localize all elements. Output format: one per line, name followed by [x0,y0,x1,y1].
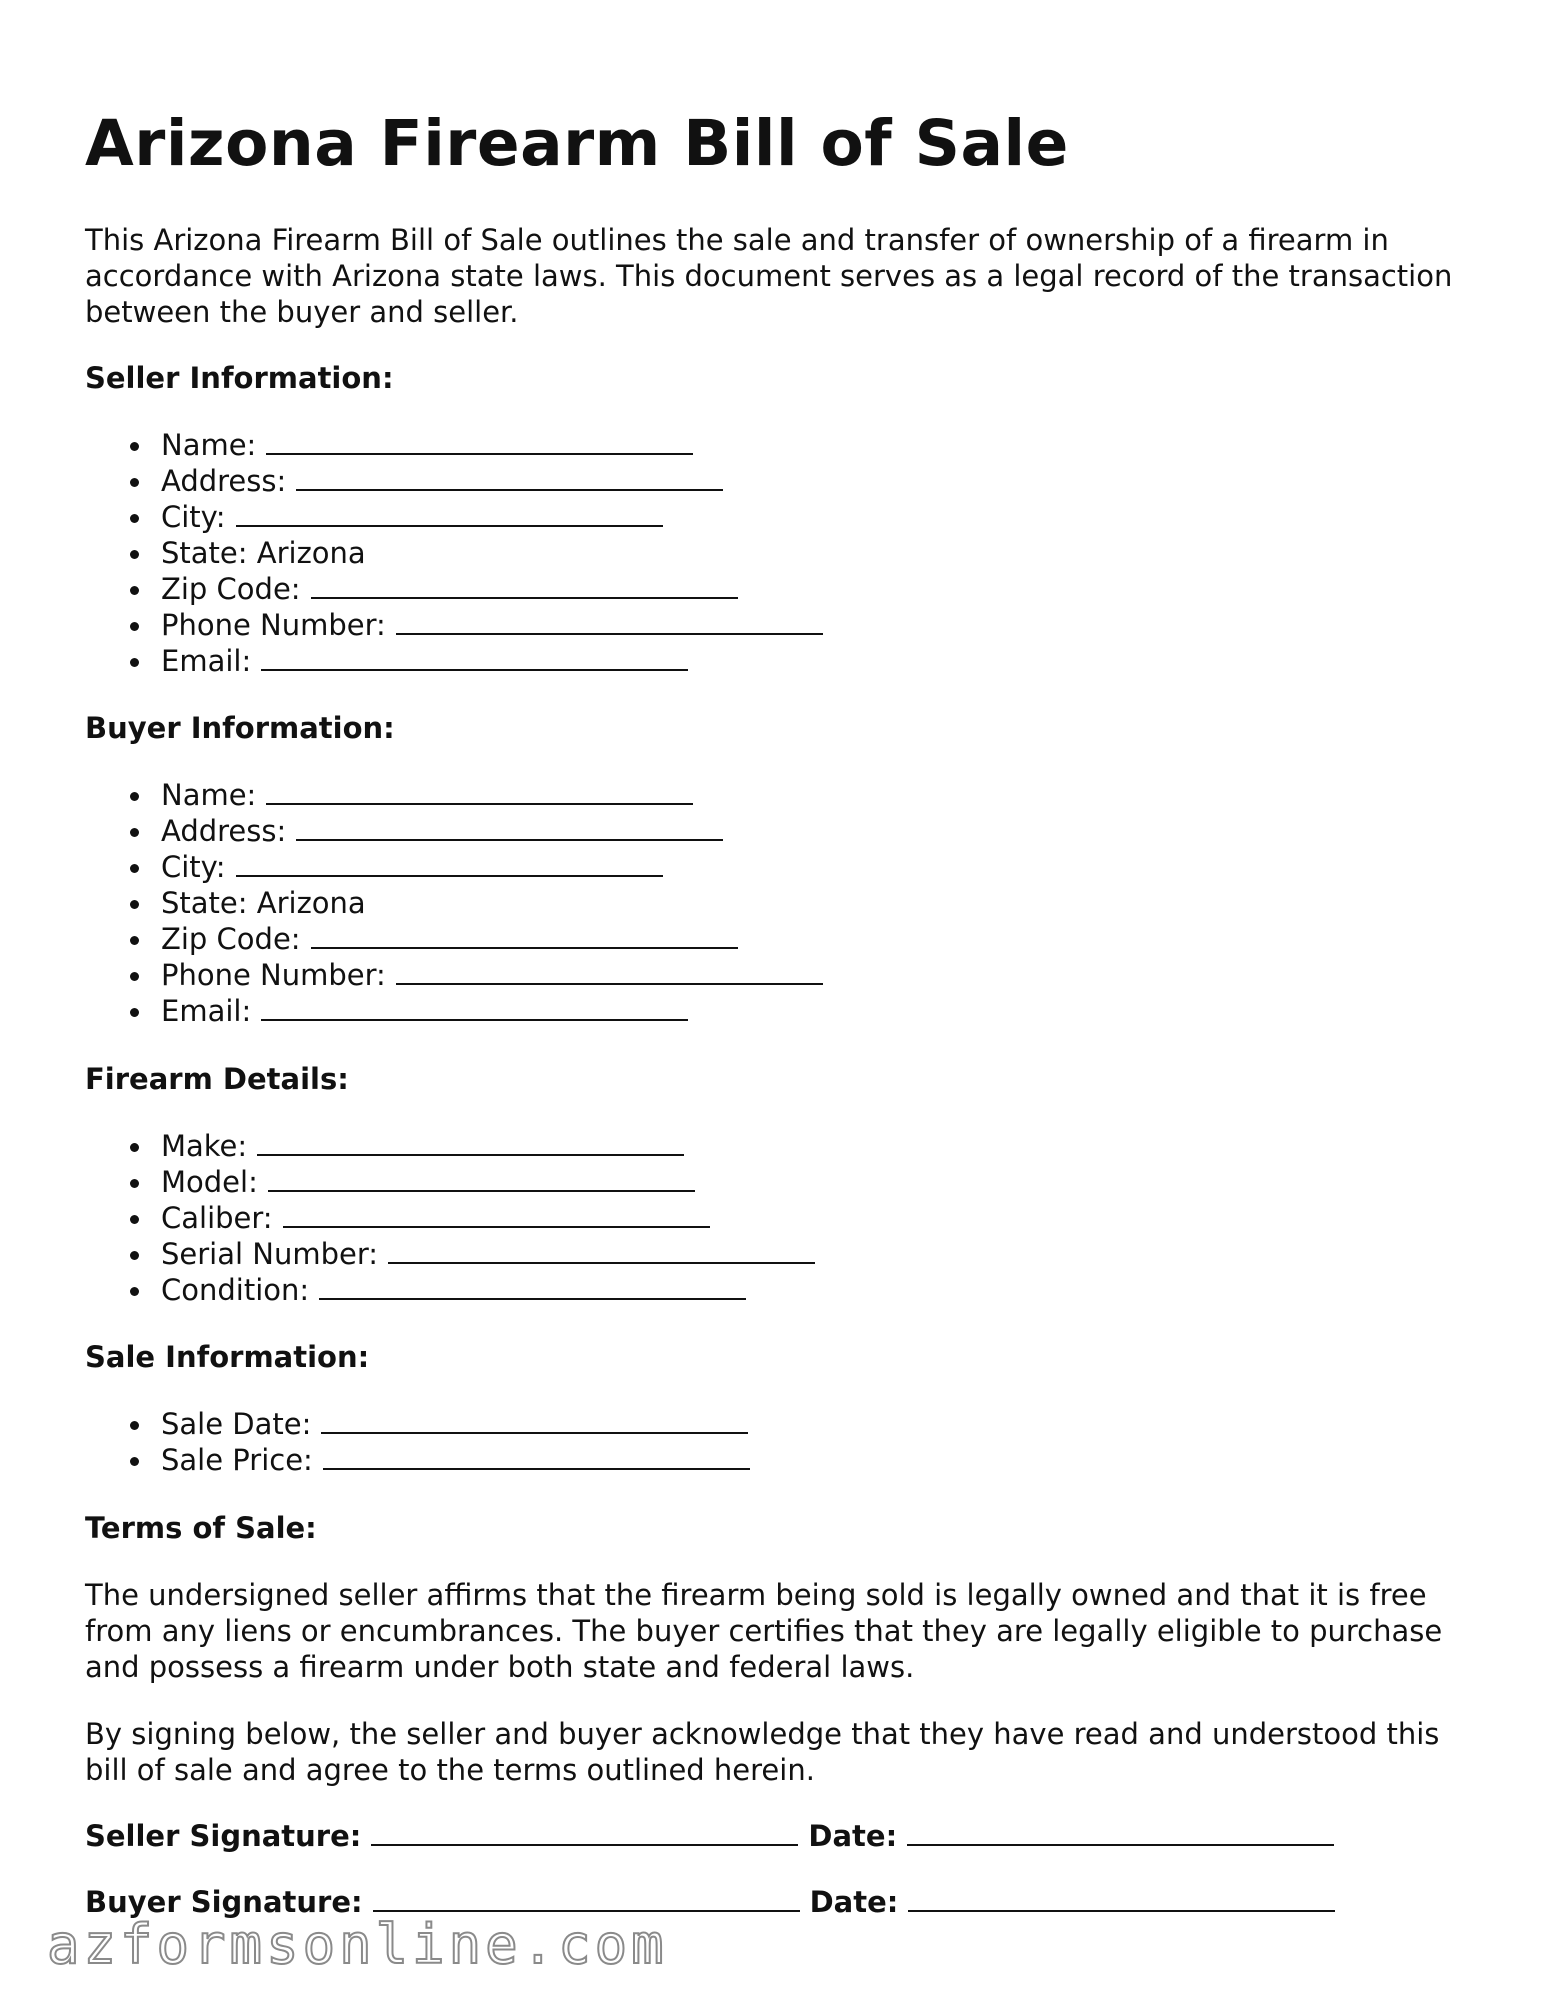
firearm-make-field[interactable]: Make: [85,1128,815,1164]
blank-line[interactable] [261,643,688,671]
seller-date-label: Date: [808,1819,898,1853]
blank-line[interactable] [266,777,693,805]
buyer-zip-field[interactable]: Zip Code: [85,921,823,957]
blank-line[interactable] [396,607,823,635]
buyer-date-label: Date: [809,1885,899,1919]
buyer-phone-field[interactable]: Phone Number: [85,957,823,993]
buyer-signature-blank[interactable] [373,1884,800,1912]
firearm-fields [85,1128,815,1308]
seller-name-field[interactable]: Name: [85,427,823,463]
blank-line[interactable] [283,1200,710,1228]
firearm-condition-field[interactable]: Condition: [85,1272,815,1308]
seller-signature-label: Seller Signature: [85,1819,362,1853]
buyer-name-field[interactable]: Name: [85,777,823,813]
blank-line[interactable] [236,499,663,527]
terms-paragraph-2: By signing below, the seller and buyer acknowledge that they have read and understood this bill of sale and agree to the terms outlined herein. [85,1717,1440,1787]
blank-line[interactable] [236,849,663,877]
buyer-signature-label: Buyer Signature: [85,1885,363,1919]
firearm-heading: Firearm Details: [85,1062,349,1096]
sale-date-field[interactable]: Sale Date: [85,1406,750,1442]
intro-paragraph: This Arizona Firearm Bill of Sale outlines the sale and transfer of ownership of a firearm in accordance with Arizona state laws. This document serves as a legal record of the transaction between the buyer and seller. [85,223,1453,329]
page-title: Arizona Firearm Bill of Sale [85,107,1069,180]
buyer-address-field[interactable]: Address: [85,813,823,849]
blank-line[interactable] [319,1272,746,1300]
blank-line[interactable] [311,571,738,599]
seller-zip-field[interactable]: Zip Code: [85,571,823,607]
terms-heading: Terms of Sale: [85,1511,317,1545]
buyer-heading: Buyer Information: [85,711,395,745]
blank-line[interactable] [296,813,723,841]
blank-line[interactable] [311,921,738,949]
watermark: azformsonline.com [47,1913,668,1976]
blank-line[interactable] [296,463,723,491]
seller-fields [85,427,823,679]
seller-email-field[interactable]: Email: [85,643,823,679]
seller-city-field[interactable]: City: [85,499,823,535]
seller-address-field[interactable]: Address: [85,463,823,499]
seller-signature-blank[interactable] [371,1818,798,1846]
blank-line[interactable] [257,1128,684,1156]
seller-signature-line [85,1818,1344,1854]
seller-heading: Seller Information: [85,361,394,395]
sale-heading: Sale Information: [85,1340,370,1374]
blank-line[interactable] [261,993,688,1021]
seller-date-blank[interactable] [907,1818,1334,1846]
buyer-city-field[interactable]: City: [85,849,823,885]
terms-paragraph-1: The undersigned seller affirms that the firearm being sold is legally owned and that it is free from any liens or encumbrances. The buyer certifies that they are legally eligible to purchase and possess a firearm under both state and federal laws. [85,1578,1443,1684]
buyer-email-field[interactable]: Email: [85,993,823,1029]
sale-price-field[interactable]: Sale Price: [85,1442,750,1478]
blank-line[interactable] [268,1164,695,1192]
seller-phone-field[interactable]: Phone Number: [85,607,823,643]
firearm-caliber-field[interactable]: Caliber: [85,1200,815,1236]
firearm-model-field[interactable]: Model: [85,1164,815,1200]
blank-line[interactable] [388,1236,815,1264]
firearm-serial-field[interactable]: Serial Number: [85,1236,815,1272]
buyer-date-blank[interactable] [908,1884,1335,1912]
blank-line[interactable] [396,957,823,985]
seller-state-field: State: Arizona [85,535,823,571]
sale-fields [85,1406,750,1478]
buyer-state-field: State: Arizona [85,885,823,921]
blank-line[interactable] [321,1406,748,1434]
blank-line[interactable] [266,427,693,455]
blank-line[interactable] [323,1442,750,1470]
buyer-fields [85,777,823,1029]
